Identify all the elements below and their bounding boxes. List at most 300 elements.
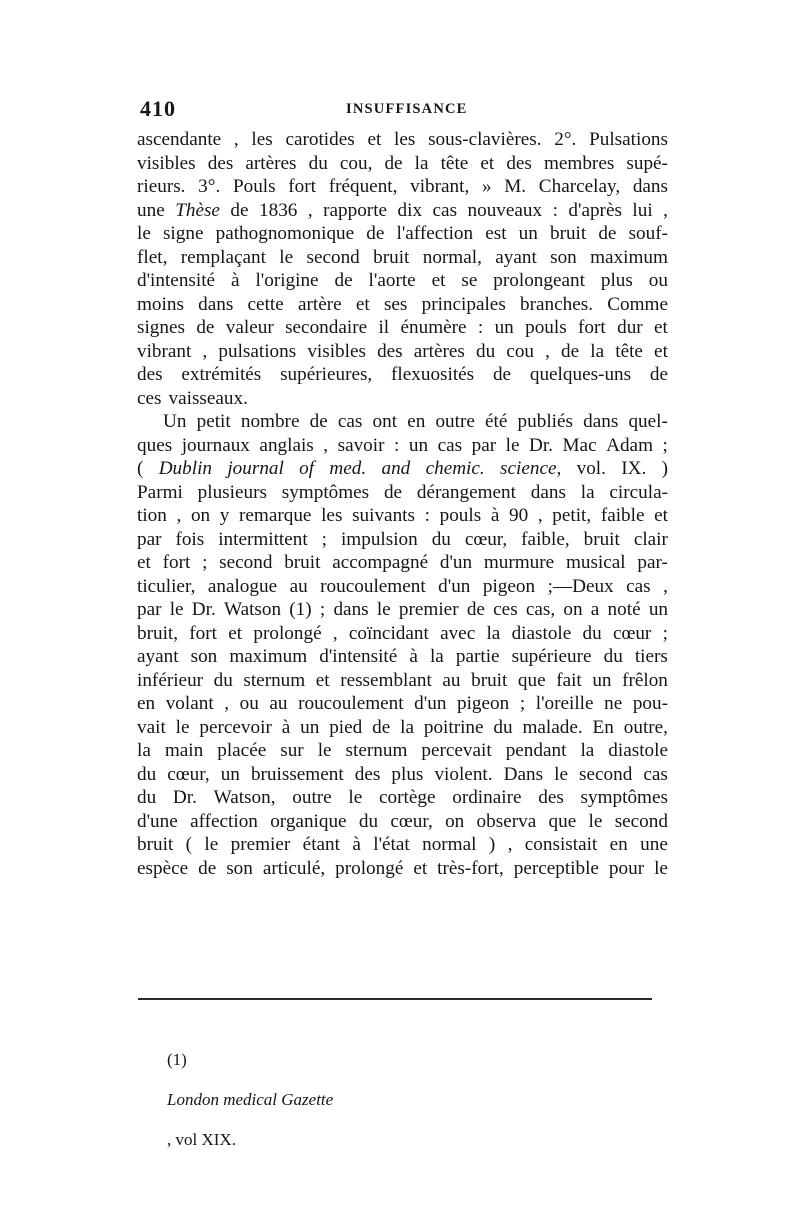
- word: souf-: [628, 223, 668, 244]
- text-line: [137, 669, 668, 693]
- word: ou: [648, 270, 668, 291]
- word: flet,: [137, 246, 168, 268]
- word: maximum: [590, 246, 668, 268]
- word: ;: [321, 528, 328, 550]
- word: placée: [217, 740, 267, 761]
- word: outre: [292, 787, 332, 808]
- word: fort: [578, 317, 606, 338]
- word: a: [590, 599, 600, 620]
- word: 3°.: [198, 176, 221, 197]
- word: à: [281, 716, 291, 738]
- text-line: [137, 481, 668, 505]
- word: le: [317, 740, 332, 761]
- word: second: [219, 552, 273, 573]
- word: Un: [163, 411, 187, 432]
- word: et: [355, 293, 370, 315]
- word: cœur: [612, 622, 652, 644]
- text-line: [137, 457, 668, 481]
- word: artère: [297, 293, 342, 315]
- word: une: [640, 834, 668, 855]
- footnote-source: London medical Gazette: [167, 1090, 334, 1109]
- word: »: [481, 176, 492, 197]
- word: med.: [329, 458, 367, 479]
- word: premier: [230, 834, 291, 855]
- word: observa: [476, 810, 537, 832]
- word: bruit,: [137, 622, 179, 644]
- word: Dublin: [158, 458, 213, 479]
- word: de: [492, 364, 512, 385]
- word: la: [590, 340, 605, 362]
- word: principales: [421, 293, 506, 315]
- text-line: [137, 434, 668, 458]
- word: :: [552, 199, 558, 221]
- word: pigeon: [482, 575, 536, 597]
- word: pigeon: [457, 693, 510, 714]
- word: une: [137, 199, 165, 221]
- word: du: [137, 787, 157, 808]
- word: plusieurs: [197, 481, 267, 503]
- word: les: [251, 129, 273, 150]
- word: outre,: [623, 716, 668, 738]
- word: dérangement: [416, 481, 516, 503]
- word: ,: [176, 505, 182, 526]
- word: ressemblant: [340, 669, 432, 691]
- text-line: [137, 504, 668, 528]
- word: l'oreille: [535, 693, 594, 714]
- word: l'état: [373, 834, 410, 855]
- word: pour: [608, 857, 645, 879]
- word: circula-: [609, 481, 668, 503]
- word: dur: [617, 317, 643, 338]
- word: les: [394, 129, 416, 150]
- word: un: [494, 317, 514, 338]
- word: le: [376, 599, 391, 620]
- word: Pouls: [232, 176, 276, 197]
- word: frêlon: [622, 669, 668, 691]
- word: d'intensité: [319, 646, 398, 667]
- word: Thèse: [175, 199, 220, 221]
- word: dans: [530, 481, 566, 503]
- word: chemic.: [425, 458, 485, 479]
- word: second: [579, 763, 633, 785]
- word: ;: [519, 693, 526, 714]
- word: par: [471, 434, 497, 456]
- word: vol.: [576, 458, 606, 479]
- word: pou-: [632, 693, 668, 714]
- text-line: [137, 810, 668, 834]
- word: dans: [198, 293, 234, 315]
- text-line: [137, 340, 668, 364]
- word: petit,: [552, 505, 592, 526]
- word: noté: [607, 599, 641, 620]
- word: ordinaire: [452, 787, 522, 808]
- word: vibrant,: [410, 176, 470, 197]
- word: cas,: [525, 599, 556, 620]
- word: supérieure: [511, 646, 592, 667]
- word: articulé,: [262, 857, 326, 879]
- word: à: [490, 505, 500, 526]
- word: faible: [600, 505, 645, 526]
- word: bruit: [549, 223, 587, 244]
- word: le: [505, 434, 520, 456]
- word: ticulier,: [137, 575, 196, 597]
- word: du: [137, 763, 157, 785]
- word: journal: [227, 458, 284, 479]
- word: de: [372, 716, 391, 738]
- word: et: [413, 857, 428, 879]
- word: prolongé: [253, 622, 322, 644]
- word: Pulsations: [589, 129, 668, 150]
- word: ;: [319, 599, 326, 620]
- word: été: [485, 411, 508, 432]
- word: coïncidant: [348, 622, 429, 644]
- word: violent.: [434, 763, 493, 785]
- word: lui: [632, 199, 653, 221]
- word: cas: [432, 199, 458, 221]
- word: le: [588, 810, 603, 832]
- word: on: [563, 599, 583, 620]
- word: à: [230, 270, 240, 291]
- word: maximum: [229, 646, 308, 667]
- word: branches.: [520, 293, 593, 315]
- word: roucoulement: [320, 575, 426, 597]
- word: à: [352, 834, 361, 855]
- word: roucoulement: [298, 693, 404, 714]
- word: très-fort,: [437, 857, 504, 879]
- word: d'après: [568, 199, 622, 221]
- text-line: [137, 387, 668, 411]
- footnote-detail: , vol XIX.: [167, 1130, 236, 1149]
- word: Watson,: [213, 787, 276, 808]
- footnote-marker: (1): [167, 1050, 187, 1069]
- word: de: [334, 270, 353, 291]
- word: un: [518, 223, 538, 244]
- footnote-rule: [138, 998, 652, 1000]
- word: En: [592, 716, 614, 738]
- word: la: [580, 481, 595, 503]
- word: and: [381, 458, 411, 479]
- word: signe: [162, 223, 204, 244]
- word: cou,: [339, 152, 373, 174]
- word: ;: [662, 622, 668, 644]
- text-line: [137, 622, 668, 646]
- word: à: [409, 646, 418, 667]
- word: du: [358, 810, 379, 832]
- word: signes: [137, 317, 185, 338]
- text-line: [137, 175, 668, 199]
- word: de: [384, 152, 403, 174]
- word: 1836: [259, 199, 298, 221]
- word: l'origine: [255, 270, 319, 291]
- word: moins: [137, 293, 184, 315]
- word: au: [289, 575, 308, 597]
- word: sous-clavières.: [428, 129, 542, 150]
- word: cœur,: [390, 810, 433, 832]
- word: malade.: [522, 716, 583, 738]
- word: le: [175, 716, 190, 738]
- word: pulsations: [218, 340, 297, 362]
- word: du: [308, 152, 328, 174]
- word: Adam: [606, 434, 654, 456]
- word: par: [137, 528, 162, 550]
- word: cou: [506, 340, 535, 362]
- word: organique: [270, 810, 347, 832]
- word: pathognomonique: [215, 223, 355, 244]
- word: Dr.: [191, 599, 216, 620]
- word: rieurs.: [137, 176, 186, 197]
- word: d'un: [438, 575, 471, 597]
- word: nombre: [240, 411, 300, 432]
- word: inférieur: [137, 669, 204, 691]
- word: d'intensité: [137, 270, 216, 291]
- word: cas: [626, 575, 651, 597]
- text-line: [137, 598, 668, 622]
- word: bruit: [373, 246, 410, 268]
- word: tête: [440, 152, 469, 174]
- word: plus: [391, 763, 424, 785]
- word: ,: [663, 575, 668, 597]
- word: murmure: [483, 552, 555, 573]
- word: espèce: [137, 857, 189, 879]
- text-line: [137, 152, 668, 176]
- word: artères: [245, 152, 297, 174]
- word: ,: [663, 199, 668, 221]
- word: Parmi: [137, 481, 183, 503]
- word: outre: [435, 411, 475, 432]
- text-line: [137, 575, 668, 599]
- word: vibrant: [137, 340, 192, 362]
- word: affection: [190, 810, 258, 832]
- word: l'affection: [396, 223, 474, 244]
- word: poitrine: [423, 716, 484, 738]
- word: cœur,: [464, 528, 508, 550]
- word: de: [383, 481, 403, 503]
- word: fort: [288, 176, 317, 197]
- word: prolongeant: [493, 270, 585, 291]
- word: et: [654, 340, 668, 362]
- word: ,: [545, 340, 550, 362]
- word: perceptible: [513, 857, 599, 879]
- word: ;: [662, 434, 668, 456]
- word: cas: [437, 434, 463, 456]
- word: le: [204, 834, 219, 855]
- word: diastole: [608, 740, 668, 761]
- word: premier: [398, 599, 459, 620]
- word: valeur: [225, 317, 274, 338]
- word: pouls: [525, 317, 567, 338]
- word: étant: [302, 834, 340, 855]
- word: main: [164, 740, 204, 761]
- word: ses: [383, 293, 408, 315]
- word: quelques-uns: [529, 364, 632, 385]
- word: on: [445, 810, 465, 832]
- text-line: [137, 246, 668, 270]
- word: Dr.: [172, 787, 197, 808]
- word: partie: [455, 646, 500, 667]
- word: fort: [189, 622, 218, 644]
- word: of: [299, 458, 315, 479]
- word: il: [378, 317, 390, 338]
- word: IX.: [621, 458, 647, 479]
- word: supé-: [626, 152, 668, 174]
- word: du: [213, 669, 233, 691]
- word: impulsion: [340, 528, 418, 550]
- word: en: [137, 693, 156, 714]
- word: ;—Deux: [547, 575, 614, 597]
- word: ces: [137, 387, 162, 409]
- word: tion: [137, 505, 167, 526]
- word: de: [309, 411, 328, 432]
- word: consistait: [524, 834, 598, 855]
- word: Watson: [224, 599, 282, 620]
- word: sur: [280, 740, 304, 761]
- word: énumère: [400, 317, 467, 338]
- running-title: INSUFFISANCE: [346, 101, 468, 117]
- text-line: [137, 199, 668, 223]
- word: :: [424, 505, 430, 526]
- text-line: [137, 293, 668, 317]
- word: de: [230, 199, 249, 221]
- word: remarque: [239, 505, 312, 526]
- word: tiers: [634, 646, 668, 667]
- word: cortège: [379, 787, 436, 808]
- word: plus: [600, 270, 633, 291]
- text-line: [137, 692, 668, 716]
- word: publiés: [517, 411, 573, 432]
- word: sternum: [345, 740, 408, 761]
- word: quel-: [628, 411, 668, 432]
- word: ,: [224, 693, 230, 714]
- word: intermittent: [218, 528, 308, 550]
- word: journaux: [181, 434, 250, 456]
- word: volant: [165, 693, 214, 714]
- word: le: [654, 857, 668, 879]
- word: fort: [162, 552, 191, 573]
- text-line: [137, 222, 668, 246]
- footnote: [150, 1030, 333, 1170]
- word: visibles: [307, 340, 366, 362]
- word: se: [461, 270, 478, 291]
- word: extrémités: [181, 364, 262, 385]
- word: percevoir: [199, 716, 272, 738]
- word: bruit: [137, 834, 174, 855]
- word: Charcelay,: [538, 176, 621, 197]
- word: Comme: [607, 293, 668, 315]
- text-line: [137, 528, 668, 552]
- word: d'un: [414, 693, 447, 714]
- word: :: [394, 434, 400, 456]
- word: ont: [372, 411, 398, 432]
- word: son: [550, 246, 577, 268]
- word: les: [321, 505, 343, 526]
- word: dans: [333, 599, 369, 620]
- word: bruit: [583, 528, 620, 550]
- word: un: [408, 434, 429, 456]
- word: ascendante: [137, 129, 222, 150]
- word: pendant: [505, 740, 567, 761]
- word: (: [185, 834, 193, 855]
- word: d'un: [439, 552, 473, 573]
- word: de: [598, 223, 617, 244]
- word: dans: [583, 411, 619, 432]
- word: et: [137, 552, 151, 573]
- word: analogue: [207, 575, 278, 597]
- word: rapporte: [323, 199, 388, 221]
- word: ;: [202, 552, 208, 573]
- text-line: [137, 551, 668, 575]
- text-line: [137, 128, 668, 152]
- word: vait: [137, 716, 166, 738]
- word: secondaire: [285, 317, 368, 338]
- word: de: [198, 857, 217, 879]
- word: flexuosités: [391, 364, 475, 385]
- word: et: [367, 129, 382, 150]
- text-line: [137, 269, 668, 293]
- word: bruit: [471, 669, 508, 691]
- word: et: [654, 317, 668, 338]
- word: des: [377, 340, 403, 362]
- page-header: [140, 96, 668, 130]
- text-line: [137, 410, 668, 434]
- body-text: [137, 128, 668, 880]
- word: Dans: [503, 763, 544, 785]
- word: ne: [604, 693, 623, 714]
- word: ,: [332, 622, 338, 644]
- word: la: [580, 740, 595, 761]
- word: accompagné: [332, 552, 429, 573]
- word: du: [476, 340, 496, 362]
- word: dans: [632, 176, 668, 197]
- word: symptômes: [580, 787, 668, 808]
- word: clair: [633, 528, 668, 550]
- word: :: [477, 317, 484, 338]
- page-number: 410: [140, 96, 176, 121]
- word: par-: [637, 552, 668, 573]
- word: que: [548, 810, 577, 832]
- word: M.: [504, 176, 527, 197]
- word: de: [196, 317, 215, 338]
- word: savoir: [337, 434, 385, 456]
- word: du: [431, 528, 451, 550]
- word: et: [654, 505, 668, 526]
- word: percevait: [421, 740, 492, 761]
- word: par: [137, 599, 162, 620]
- word: de: [649, 364, 668, 385]
- word: de: [366, 223, 385, 244]
- word: fréquent,: [328, 176, 398, 197]
- text-line: [137, 857, 668, 881]
- word: artères: [413, 340, 465, 362]
- word: ayant: [495, 246, 537, 268]
- word: des: [354, 763, 381, 785]
- word: des: [137, 364, 163, 385]
- word: carotides: [285, 129, 355, 150]
- word: un: [220, 763, 240, 785]
- word: de: [466, 599, 485, 620]
- word: sternum: [243, 669, 306, 691]
- word: un: [592, 669, 612, 691]
- word: le: [348, 787, 363, 808]
- word: la: [400, 716, 414, 738]
- word: des: [538, 787, 564, 808]
- word: le: [169, 599, 184, 620]
- word: 90: [509, 505, 529, 526]
- word: prolongé: [335, 857, 404, 879]
- word: du: [493, 716, 513, 738]
- word: son: [190, 646, 218, 667]
- word: 2°.: [554, 129, 577, 150]
- word: ou: [239, 693, 259, 714]
